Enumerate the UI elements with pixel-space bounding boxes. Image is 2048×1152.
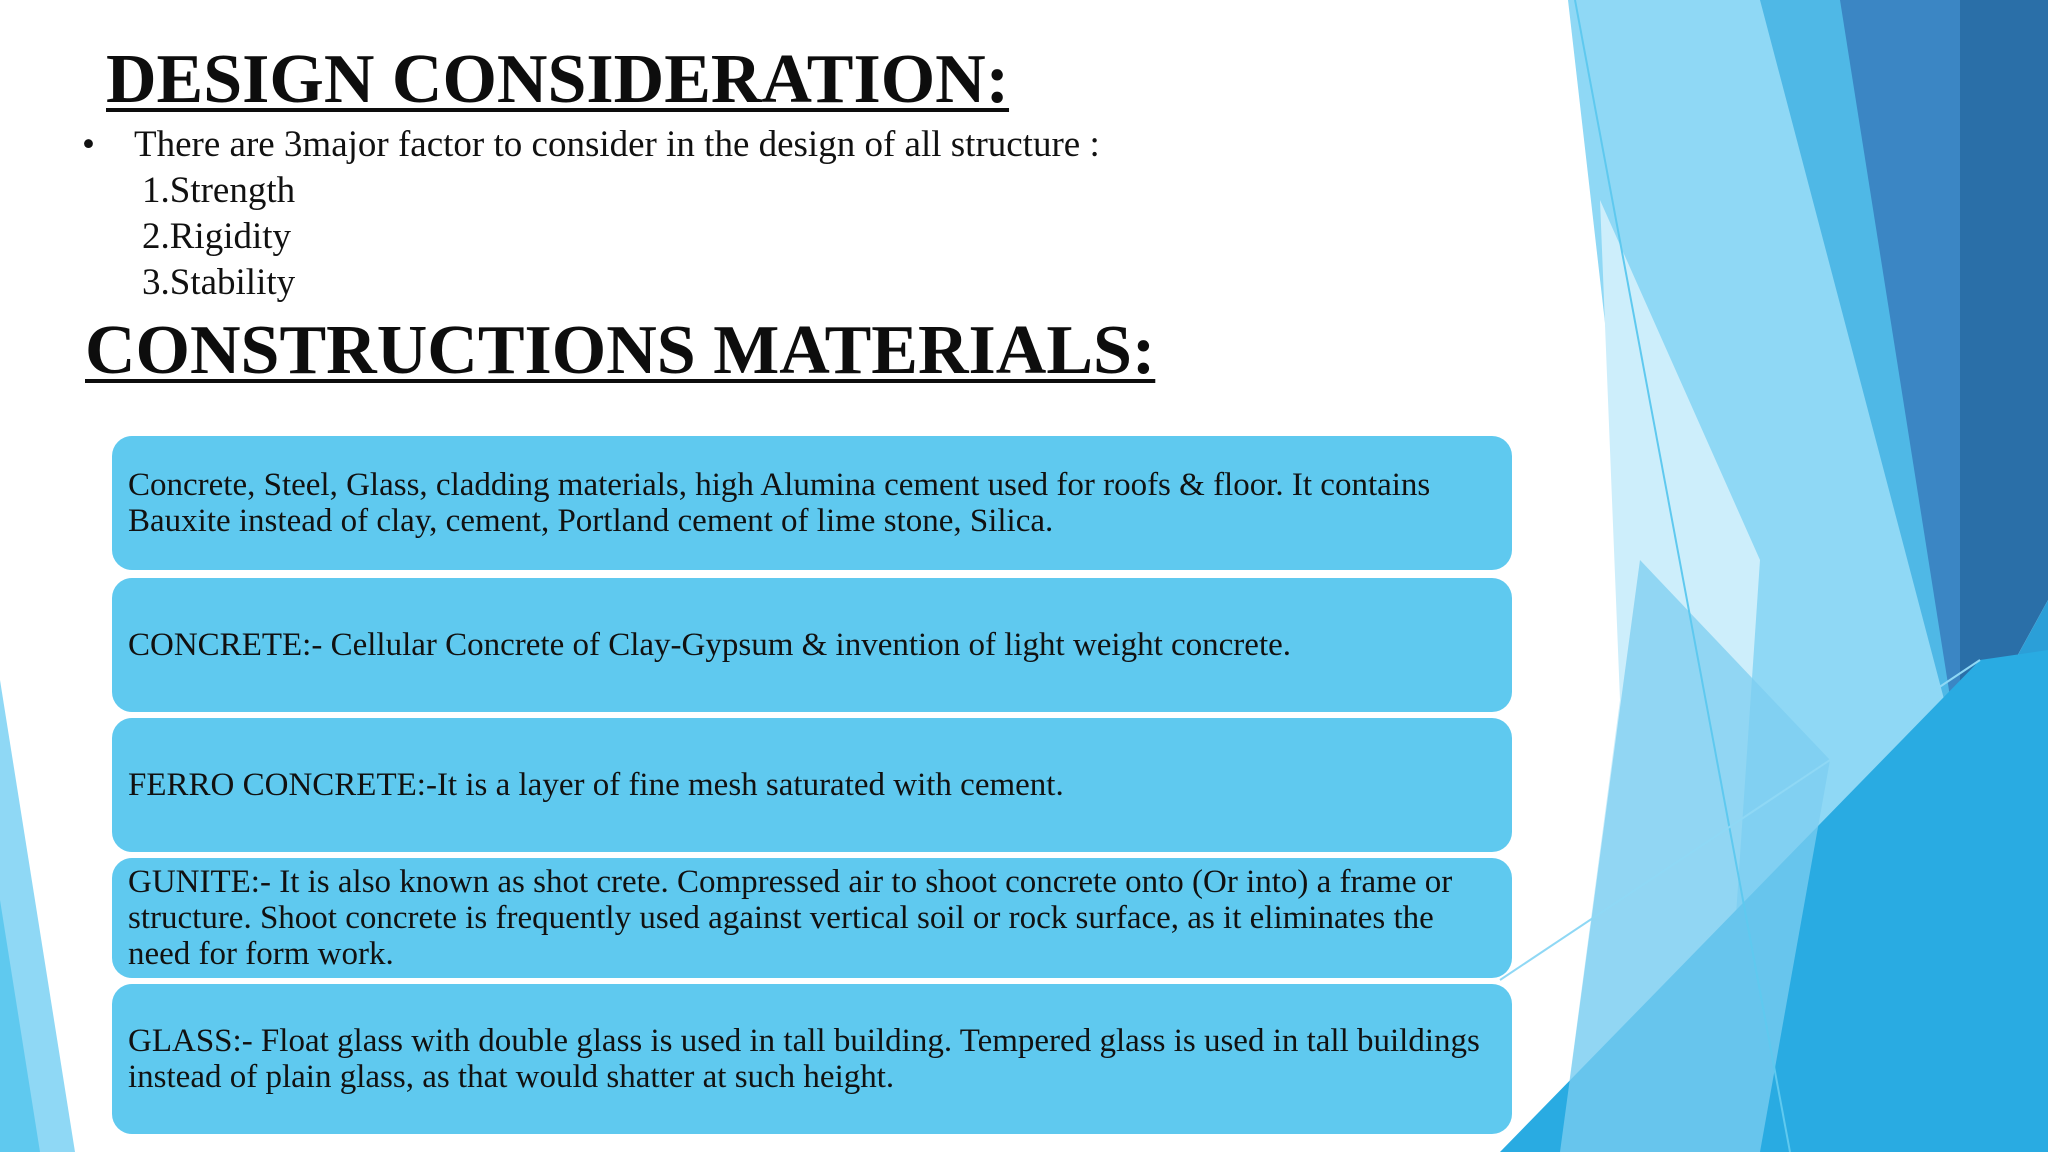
intro-bullet	[82, 122, 1100, 168]
factor-list	[82, 168, 1100, 306]
factor-item: 2.Rigidity	[142, 216, 292, 257]
bullet-dot-icon: •	[82, 124, 95, 165]
material-text: FERRO CONCRETE:-It is a layer of fine mesh saturated with cement.	[128, 767, 1064, 803]
material-text: CONCRETE:- Cellular Concrete of Clay-Gypsum & invention of light weight concrete.	[128, 627, 1292, 663]
material-text: GLASS:- Float glass with double glass is used in tall building. Tempered glass is used in tall buildings instead of plain glass, as that would shatter at such height.	[128, 1023, 1480, 1095]
design-consideration-title: DESIGN CONSIDERATION:	[106, 41, 1010, 118]
factor-item: 1.Strength	[142, 170, 296, 211]
material-box-gunite	[112, 858, 1512, 978]
material-box-glass	[112, 984, 1512, 1134]
intro-text: There are 3major factor to consider in the design of all structure :	[134, 124, 1100, 165]
material-box-general	[112, 436, 1512, 570]
construction-materials-title: CONSTRUCTIONS MATERIALS:	[85, 312, 1156, 389]
factor-item: 3.Stability	[142, 262, 296, 303]
material-text: Concrete, Steel, Glass, cladding materials, high Alumina cement used for roofs & floor. It contains Bauxite instead of clay, cement, Portland cement of lime stone, Silica.	[128, 467, 1431, 539]
material-box-concrete	[112, 578, 1512, 712]
design-factors-block	[82, 122, 1100, 306]
material-box-ferro-concrete	[112, 718, 1512, 852]
material-text: GUNITE:- It is also known as shot crete. Compressed air to shoot concrete onto (Or into) a frame or structure. Shoot concrete is frequently used against vertical soil or rock surface, as it eliminates the need for form work.	[128, 864, 1453, 972]
